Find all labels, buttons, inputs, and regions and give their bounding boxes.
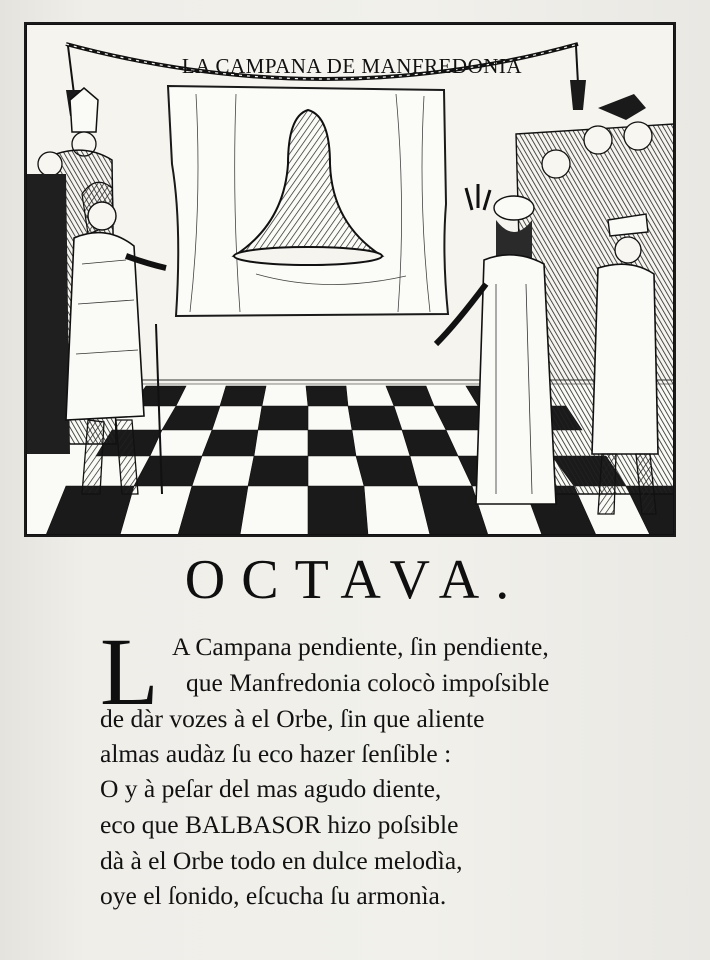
drop-cap: L: [100, 618, 159, 725]
verse-line: dà à el Orbe todo en dulce melodìa,: [100, 846, 463, 875]
verse-line: que Manfredonia colocò impoſsible: [186, 668, 550, 697]
verse-line: O y à peſar del mas agudo diente,: [100, 774, 442, 803]
section-heading: OCTAVA.: [184, 549, 526, 611]
verse-line: oye el ſonido, eſcucha ſu armonìa.: [100, 881, 447, 910]
verse-line: eco que BALBASOR hizo poſsible: [100, 810, 459, 839]
verse-line: de dàr vozes à el Orbe, ſin que aliente: [100, 704, 485, 733]
verse-line: A Campana pendiente, ſin pendiente,: [172, 632, 549, 661]
plate-title: LA CAMPANA DE MANFREDONIA: [181, 54, 523, 78]
woodcut-illustration: [24, 22, 676, 537]
verse-line: almas audàz ſu eco hazer ſenſible :: [100, 739, 452, 768]
